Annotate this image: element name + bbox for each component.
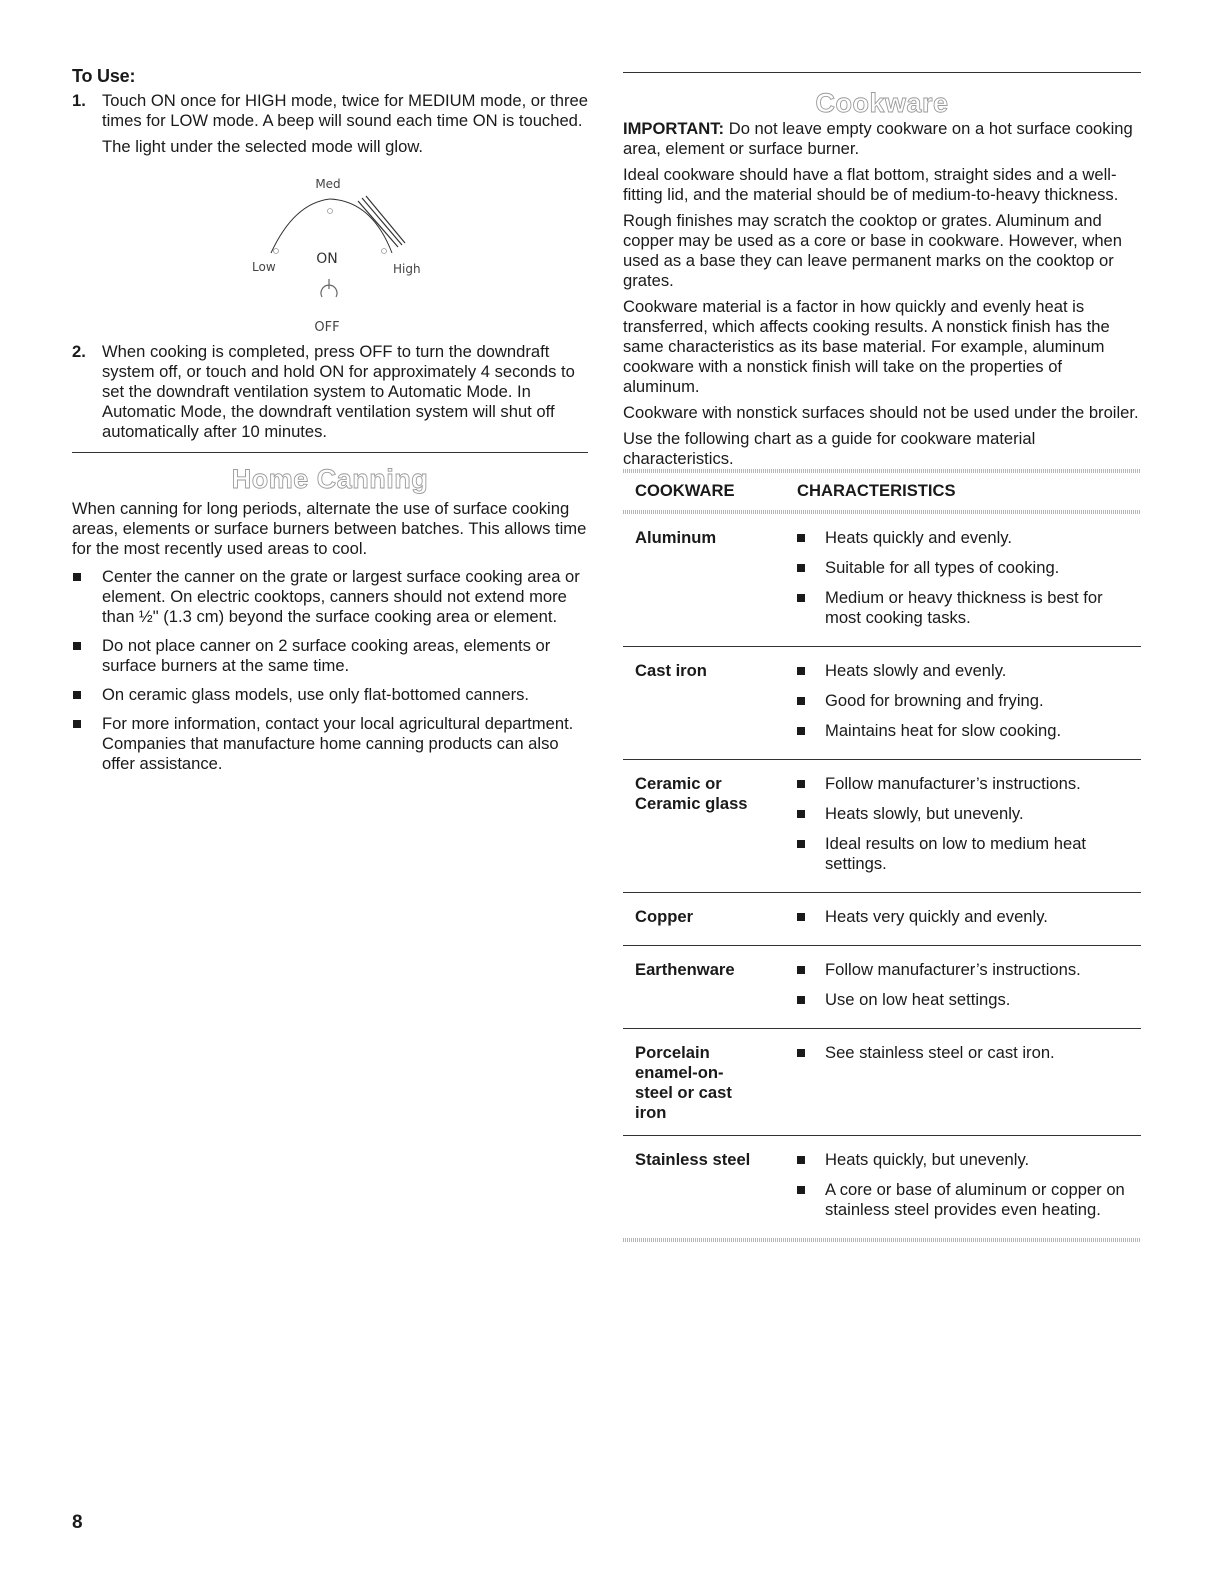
bullet-square-icon: [797, 966, 805, 974]
bullet-square-icon: [73, 642, 81, 650]
to-use-heading: To Use:: [72, 66, 136, 86]
canning-bullet: Center the canner on the grate or largest surface cooking area or element. On electric cooktops, canners should not extend more than ½" (1.3 cm) beyond the surface cooking area or element.: [72, 567, 588, 627]
dial-label-med: Med: [315, 177, 341, 191]
table-row: [623, 893, 1141, 946]
bullet-square-icon: [797, 996, 805, 1004]
bullet-square-icon: [73, 573, 81, 581]
column-header-cookware: COOKWARE: [635, 481, 735, 500]
bullet-square-icon: [797, 564, 805, 572]
characteristic-item: Follow manufacturer’s instructions.: [783, 960, 1141, 980]
material-cell: Copper: [623, 893, 783, 946]
table-row: [623, 1136, 1141, 1239]
canning-bullet: Do not place canner on 2 surface cooking areas, elements or surface burners at the same time.: [72, 636, 588, 676]
step-2: [72, 342, 588, 442]
cookware-divider: [623, 72, 1141, 73]
bullet-square-icon: [797, 594, 805, 602]
mode-dial-illustration: [72, 161, 588, 346]
material-cell: Ceramic or Ceramic glass: [623, 760, 783, 893]
bullet-square-icon: [797, 1049, 805, 1057]
characteristic-item: Heats quickly, but unevenly.: [783, 1150, 1141, 1170]
characteristic-item: Heats quickly and evenly.: [783, 528, 1141, 548]
dial-label-off: OFF: [314, 320, 340, 335]
characteristic-item: Ideal results on low to medium heat settings.: [783, 834, 1141, 874]
table-row: [623, 514, 1141, 647]
bullet-square-icon: [73, 691, 81, 699]
characteristics-cell: [783, 1136, 1141, 1239]
right-column: [623, 66, 1141, 1242]
section-divider: [72, 452, 588, 453]
characteristic-item: Follow manufacturer’s instructions.: [783, 774, 1141, 794]
important-label: IMPORTANT:: [623, 119, 725, 138]
characteristics-cell: [783, 946, 1141, 1029]
left-column: [72, 66, 588, 783]
table-row: [623, 946, 1141, 1029]
table-bottom-rule: [623, 1238, 1141, 1242]
bullet-square-icon: [797, 913, 805, 921]
material-cell: Cast iron: [623, 647, 783, 760]
step-1: [72, 91, 588, 157]
characteristic-item: Heats slowly, but unevenly.: [783, 804, 1141, 824]
cookware-paragraph: Rough finishes may scratch the cooktop or grates. Aluminum and copper may be used as a core or base in cookware. However, when used as a base they can leave permanent marks on the cooktop or grates.: [623, 211, 1123, 290]
column-header-characteristics: CHARACTERISTICS: [797, 481, 956, 500]
bullet-square-icon: [797, 1186, 805, 1194]
dial-label-low: Low: [252, 260, 276, 274]
characteristic-item: Good for browning and frying.: [783, 691, 1141, 711]
characteristics-cell: [783, 1029, 1141, 1136]
step-2-text: When cooking is completed, press OFF to turn the downdraft system off, or touch and hold ON for approximately 4 seconds to set the downdraft ventilation system to Automatic Mode. In Automatic Mode, the downdraft ventilation system will shut off automatically after 10 minutes.: [102, 342, 575, 441]
bullet-square-icon: [797, 667, 805, 675]
power-icon: [321, 279, 337, 297]
home-canning-intro: When canning for long periods, alternate the use of surface cooking areas, elements or surface burners between batches. This allows time for the most recently used areas to cool.: [72, 499, 587, 558]
bullet-square-icon: [797, 840, 805, 848]
characteristic-item: Heats very quickly and evenly.: [783, 907, 1141, 927]
cookware-paragraph: Cookware with nonstick surfaces should not be used under the broiler.: [623, 403, 1139, 422]
bullet-square-icon: [797, 1156, 805, 1164]
characteristics-cell: [783, 647, 1141, 760]
table-row: [623, 760, 1141, 893]
page-number: 8: [72, 1512, 83, 1533]
bullet-square-icon: [797, 697, 805, 705]
cookware-paragraph: Use the following chart as a guide for cookware material characteristics.: [623, 429, 1036, 468]
cookware-paragraph: Cookware material is a factor in how quickly and evenly heat is transferred, which affects cooking results. A nonstick finish has the same characteristics as its base material. For example, aluminum cookware with a nonstick finish will take on the properties of aluminum.: [623, 297, 1110, 396]
characteristic-item: See stainless steel or cast iron.: [783, 1043, 1141, 1063]
bullet-square-icon: [73, 720, 81, 728]
material-cell: Aluminum: [623, 514, 783, 647]
table-row: [623, 647, 1141, 760]
cookware-table: [623, 473, 1141, 1238]
dial-label-on: ON: [316, 251, 338, 267]
bullet-square-icon: [797, 534, 805, 542]
characteristics-cell: [783, 514, 1141, 647]
characteristics-cell: [783, 760, 1141, 893]
step-1-text: Touch ON once for HIGH mode, twice for MEDIUM mode, or three times for LOW mode. A beep will sound each time ON is touched.: [102, 91, 588, 130]
home-canning-bullets: [72, 567, 588, 774]
to-use-steps-cont: [72, 342, 588, 442]
canning-bullet: On ceramic glass models, use only flat-bottomed canners.: [72, 685, 588, 705]
cookware-title: Cookware: [815, 88, 949, 118]
table-row: [623, 1029, 1141, 1136]
bullet-square-icon: [797, 810, 805, 818]
bullet-square-icon: [797, 780, 805, 788]
step-1-note: The light under the selected mode will glow.: [102, 137, 423, 156]
step-2-number: 2.: [72, 342, 86, 361]
dial-graphic: [72, 161, 588, 346]
dial-label-high: High: [393, 262, 421, 276]
material-cell: Stainless steel: [635, 1150, 751, 1169]
home-canning-title: Home Canning: [231, 464, 429, 494]
characteristics-cell: [783, 893, 1141, 946]
characteristic-item: Medium or heavy thickness is best for most cooking tasks.: [783, 588, 1141, 628]
characteristic-item: A core or base of aluminum or copper on stainless steel provides even heating.: [783, 1180, 1141, 1220]
characteristic-item: Suitable for all types of cooking.: [783, 558, 1141, 578]
important-text: Do not leave empty cookware on a hot surface cooking area, element or surface burner.: [623, 119, 1133, 158]
canning-bullet: For more information, contact your local agricultural department. Companies that manufacture home canning products can also offer assistance.: [72, 714, 588, 774]
characteristic-item: Maintains heat for slow cooking.: [783, 721, 1141, 741]
step-1-number: 1.: [72, 91, 86, 110]
bullet-square-icon: [797, 727, 805, 735]
to-use-steps: [72, 91, 588, 157]
characteristic-item: Use on low heat settings.: [783, 990, 1141, 1010]
material-cell: Porcelain enamel-on-steel or cast iron: [623, 1029, 783, 1136]
cookware-paragraph: Ideal cookware should have a flat bottom, straight sides and a well-fitting lid, and the material should be of medium-to-heavy thickness.: [623, 165, 1119, 204]
characteristic-item: Heats slowly and evenly.: [783, 661, 1141, 681]
cookware-important: [623, 119, 1141, 159]
material-cell: Earthenware: [623, 946, 783, 1029]
